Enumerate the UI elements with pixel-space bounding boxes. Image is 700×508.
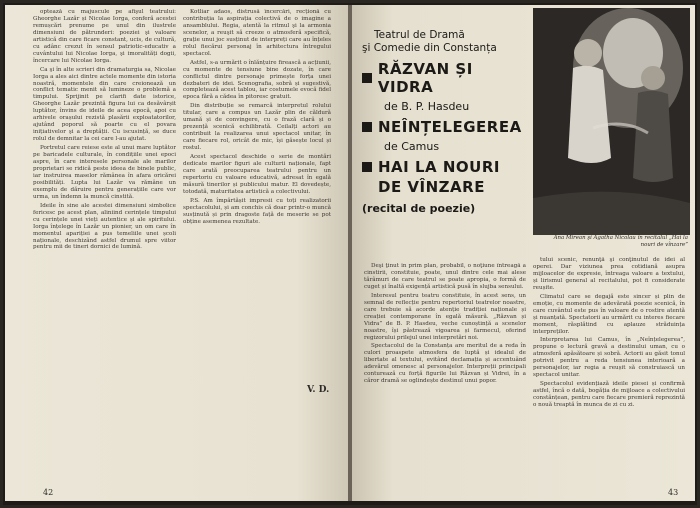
bullet-square-icon [362,73,372,83]
play-title-1-text: RĂZVAN ȘI VIDRA [377,60,473,96]
page-number: 43 [668,488,679,497]
play-title-3 [362,158,532,176]
performance-photo-image [533,8,690,235]
paragraph: Ideile în sine ale acestei dimensiuni simbolice fericesc pe acest plan, aliniind cerințele timpului cu cerințele unei vieți autentice și ale spiritului. Iorga înțelege în Lazăr un pionier, un om care în momentul apariției a pus temeliile unei școli naționale, deschizând astfel drumul spre viitor pentru mii de tineri dornici de lumină. [33,202,176,251]
paragraph: Portretul care reiese este al unui mare luptător pe baricadele culturale, în condițiile unei epoci aspre, în care interesele personale ale marilor proprietari se ridică peste ideea de binele public, iar instruirea maselor rămânea în afara oricărei posibilități. Lupta lui Lazăr va rămâne un exemplu de dăruire pentru generațiile care vor urma, un îndemn la muncă cinstită. [33,145,176,200]
play-title-2 [362,118,532,136]
page-number: 42 [43,488,54,497]
play-author-1: de B. P. Hasdeu [384,100,470,113]
theatre-name-line-2: şi Comedie din Constanța [362,42,497,54]
paragraph: tului scenic, renunţă şi conţinutul de idei al operei. Dar viziunea prea cotidiană asupra mijloacelor de expresie, întreaga valoare a textului, și lirismul general al recitalului, pot fi considerate reușite. [533,257,685,291]
paragraph: Spectacolul evidențiază ideile piesei și confirmă astfel, încă o dată, bogăția de mijloace a colectivului constănțean, pentru care fiecare premieră reprezintă o nouă treaptă în munca de zi cu zi. [533,381,685,409]
paragraph: optează cu majuscule pe afişul teatrului: Gheorghe Lazăr și Nicolae Iorga, conferă acestei remușcări prenume pe unul din ilustrele dimensiuni de pătrunderi: poeziei şi valoare artistică din care ficare constant, ucis, de cultură, cu adânc crezut în sensul patriotic-educativ a cuvântului lui Nicolae Iorga, şi imoralități dogii, încercare lui Nicolae Iorga. [33,9,176,64]
paragraph: Acest spectacol deschide o serie de montări dedicate marilor figuri ale culturii naționale, fapt care arată preocuparea teatrului pentru un repertoriu cu valoare educativă, adresat în egală măsură tinerilor și publicului matur. El dovedește, totodată, maturitatea artistică a colectivului. [183,154,331,195]
play-author-2: de Camus [384,140,440,153]
play-title-3-line-1: HAI LA NOURI [378,158,500,176]
bullet-square-icon [362,162,372,172]
performance-photo [533,8,690,235]
paragraph: Ca şi în alte scrieri din dramaturgia sa, Nicolae Iorga a ales aici dintre actele momente din istoria noastră, momentele din care creionează un conflict tematic menit să lumineze o problemă a timpului. Sprijinit pe clarifi date istorice, Gheorghe Lazăr prezintă figura lui ca desăvârșit luptător, învins de ideile de acea epocă, apoi cu arhivele orașului rezistă plasării exploatatorilor, ajutând poporul să poarte cu el povara inițiativelor şi a dreptății. Cu iscusință, se duce rolul de demnitar la cei care l-au ajutat. [33,66,176,143]
play-title-2-text: NEÎNȚELEGEREA [378,118,522,136]
play-title-3-line-2 [378,178,532,196]
paragraph: Astfel, s-a urmărit o înlănțuire firească a acțiunii, cu momente de tensiune bine dozate, în care conflictul dintre personaje primește forța unei dezbateri de idei. Scenografia, sobră și sugestivă, completează acest tablou, iar costumele evocă fidel epoca fără a cădea în pitoresc gratuit. [183,59,331,101]
bullet-square-icon [362,122,372,132]
right-page-column-1 [364,263,526,485]
play-title-1 [362,60,532,96]
paragraph: Kotliar adaos, distrusă încercări, recționă cu contribuția la aspirația colectivă de o imagine a ansamblului. Regia, atentă la ritmul şi la armonia scenelor, a reuşit să creeze o atmosferă specifică, grație unui joc susținut de interpreți care au înțeles rolul fiecărui personaj în arhitectura întregului spectacol. [183,9,331,57]
paragraph: P.S. Am împărtășit impresii cu toți realizatorii spectacolului, și am conchis că doar printr-o muncă susținută și prin dragoste față de meserie se pot obține asemenea rezultate. [183,197,331,225]
right-page [352,5,695,501]
paragraph: Climatul care se degajă este sincer și plin de emoție, cu momente de adevărată poezie scenică, în care cuvântul este pus în valoare de o rostire atentă și nuanțată. Spectatorii au urmărit cu interes fiecare moment, răsplătind cu aplauze străduința interpreților. [533,293,685,335]
theatre-heading-block [362,29,532,215]
left-page-column-2 [183,9,331,449]
photo-caption: Ana Mirean şi Agatha Nicolau în recitalul „Hai la nouri de vînzare” [553,235,688,248]
left-page [5,5,348,501]
magazine-spread [3,3,697,505]
author-signature: V. D. [307,385,330,395]
theatre-name-line-1: Teatrul de Dramă [374,29,465,41]
paragraph: Interpretarea lui Camus, în „Neînțelegerea”, propune o lectură gravă a destinului uman, cu o atmosferă apăsătoare și sobră. Actorii au găsit tonul potrivit pentru a reda tensiunea interioară a personajelor, iar regia a reușit să construiască un spectacol unitar. [533,337,685,379]
paragraph: Din distribuție se remarcă interpretul rolului titular, care a compus un Lazăr plin de căldură umană și de convingere, cu o frază clară și o prezență scenică echilibrată. Ceilalți actori au contribuit la realizarea unui spectacol unitar, în care fiecare rol, oricât de mic, își găsește locul și rostul. [183,103,331,152]
paragraph: Interesul pentru teatru constituie, în acest sens, un semnal de reflecție pentru repertoriul teatrelor noastre, care trebuie să acorde atenție tradiției naționale și creației contemporane în egală măsură. „Răzvan și Vidra” de B. P. Hasdeu, veche cunoștință a scenelor noastre, își păstrează vigoarea și farmecul, oferind regizorului prilejul unei interpretări noi. [364,292,526,341]
paragraph: Deşi ţinut în prim plan, probabil, o noţiune întreagă a cinstirii, constituie, poate, unul dintre cele mai alese tărâmuri de care teatrul se poate apropia, o formă de cuget și înaltă exigență artistică pusă în slujba sensului. [364,263,526,290]
play-title-3-line-2-text: DE VÎNZARE [378,178,485,196]
play-3-note: (recital de poezie) [362,202,476,215]
right-page-column-2 [533,257,685,487]
left-page-column-1 [33,9,176,461]
paragraph: Spectacolul de la Constanța are meritul de a reda în culori proaspete atmosfera de luptă și idealul de libertate al textului, evitând declamația și accentuând adevărul omenesc al personajelor. Interpreții principali conturează cu forță figurile lui Răzvan și Vidrei, în a căror dramă se oglindește destinul unui popor. [364,343,526,385]
